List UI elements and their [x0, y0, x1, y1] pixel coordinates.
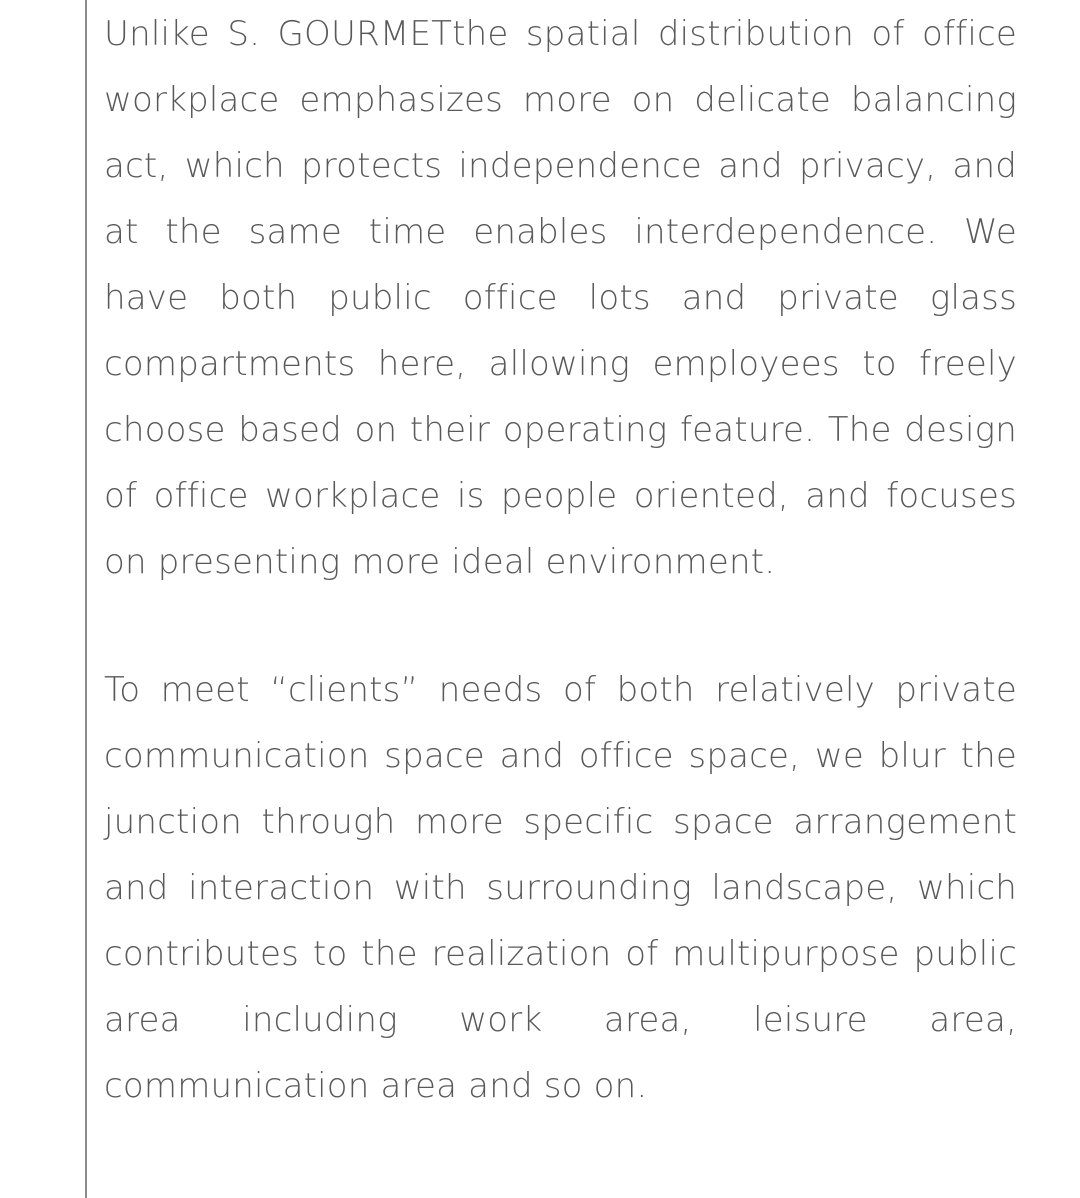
paragraph-clients-needs: To meet “clients” needs of both relatively private communication space and office space, we blur the junction through more specific space arrangement and interaction with surrounding landscape, which contributes to the realization of multipurpose public area including work area, leisure area, communication area and so on.: [104, 670, 1017, 1106]
article-body: [104, 0, 1017, 1119]
paragraph-office-workplace: Unlike S. GOURMETthe spatial distribution of office workplace emphasizes more on delicate balancing act, which protects independence and privacy, and at the same time enables interdependence. We have both public office lots and private glass compartments here, allowing employees to freely choose based on their operating feature. The design of office workplace is people oriented, and focuses on presenting more ideal environment.: [104, 14, 1017, 582]
left-vertical-rule: [85, 0, 87, 1198]
